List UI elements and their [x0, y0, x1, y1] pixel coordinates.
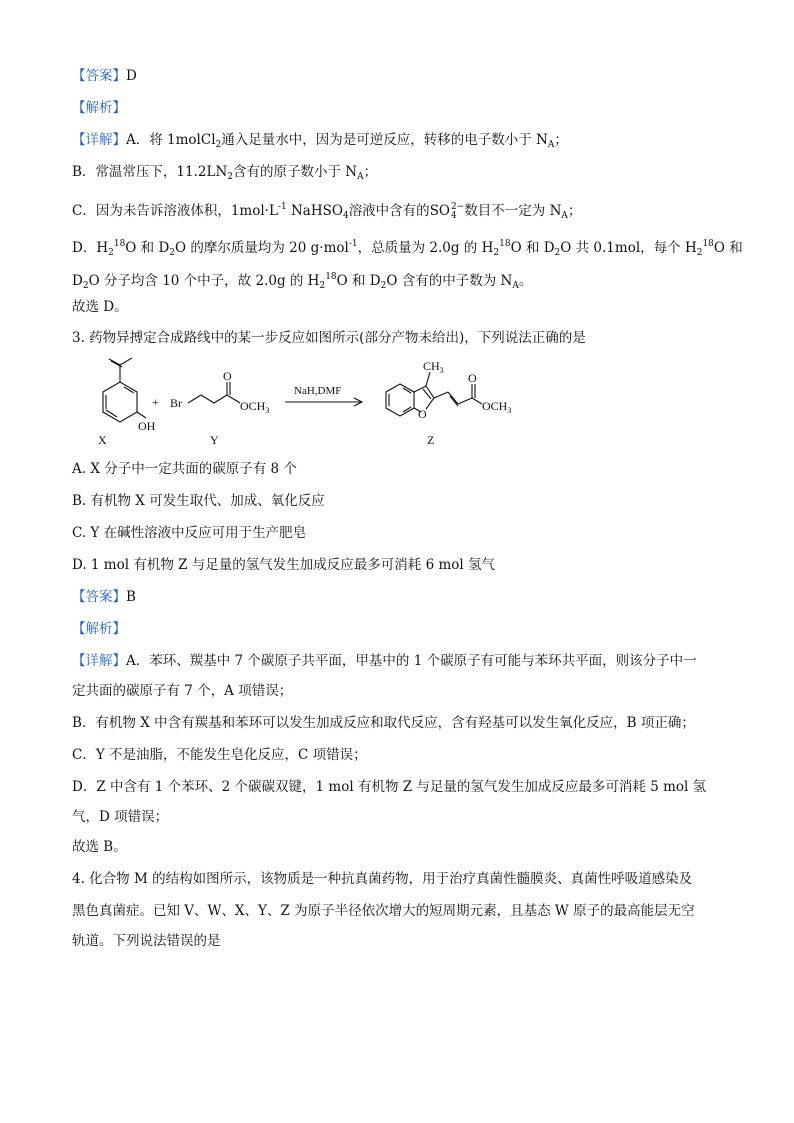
reagents-label: NaH,DMF	[294, 385, 342, 397]
y-o-label: O	[223, 369, 232, 383]
q3-analysis-tag	[72, 619, 126, 639]
q3-detail-a-line2: 定共面的碳原子有 7 个，A 项错误；	[72, 683, 293, 699]
z-och3-label: $OCH_3$	[482, 399, 512, 415]
q2-detail-d-line1: D．$H_2^{18}O$ 和 $D_2O$ 的摩尔质量均为 20 g·mol$^{-1}$，总质量为 2.0g 的 $H_2^{18}O$ 和 $D_2O$ 共 0.1mol，每个 $H_2^{18}O$ 和	[72, 239, 743, 258]
z-ch3-label: $CH_3$	[423, 359, 444, 375]
q3-detail-b: B．有机物 X 中含有羰基和苯环可以发生加成反应和取代反应，含有羟基可以发生氧化反应，B 项正确；	[72, 715, 695, 731]
q2-detail-d-line2: $D_2O$ 分子均含 10 个中子，故 2.0g 的 $H_2^{18}O$ 和 $D_2O$ 含有的中子数为 $N_A$。	[72, 272, 533, 291]
answer-tag: 【答案】	[72, 68, 126, 84]
q3-option-b: B. 有机物 X 可发生取代、加成、氧化反应	[72, 493, 325, 509]
z-carbonyl-o-label: O	[468, 371, 477, 385]
q3-detail-d-line2: 气，D 项错误；	[72, 809, 169, 825]
detail-tag: 【详解】	[72, 653, 126, 669]
analysis-tag: 【解析】	[72, 621, 126, 637]
x-benzene-ring	[103, 382, 137, 422]
q2-detail-c: C．因为未告诉溶液体积，$1mol\cdot L^{-1}$ NaHSO$_4$溶液中含有的SO 2− 4 数目不一定为 $N_A$；	[72, 201, 582, 221]
answer-value: D	[126, 68, 137, 84]
y-och3-label: $OCH_3$	[240, 399, 270, 415]
q3-detail-d-line1: D．Z 中含有 1 个苯环、2 个碳碳双键，1 mol 有机物 Z 与足量的氢气发生加成反应最多可消耗 5 mol 氢	[72, 779, 707, 795]
q3-detail-a-line1: 【详解】A．苯环、羰基中 7 个碳原子共平面，甲基中的 1 个碳原子有可能与苯环共平面，则该分子中一	[72, 653, 697, 669]
q4-stem-line1: 4. 化合物 M 的结构如图所示，该物质是一种抗真菌药物，用于治疗真菌性髓膜炎、真菌性呼吸道感染及	[72, 871, 693, 887]
q3-option-a: A. X 分子中一定共面的碳原子有 8 个	[72, 461, 297, 477]
z-compound-label: Z	[427, 433, 435, 447]
x-compound-label: X	[98, 433, 107, 447]
detail-tag: 【详解】	[72, 132, 126, 148]
sulfate-ion: SO 2− 4	[429, 201, 465, 221]
q3-answer-line	[72, 587, 136, 607]
q2-answer-line	[72, 66, 137, 86]
y-br-label: Br	[170, 396, 182, 410]
z-benzene-ring	[386, 384, 414, 416]
q4-stem-line3: 轨道。下列说法错误的是	[72, 933, 221, 949]
q2-detail-b: B．常温常压下，$11.2LN_2$含有的原子数小于 $N_A$；	[72, 164, 378, 182]
z-furan-o-label: O	[418, 407, 427, 421]
reaction-scheme	[80, 352, 540, 452]
q3-option-d: D. 1 mol 有机物 Z 与足量的氢气发生加成反应最多可消耗 6 mol 氢气	[72, 557, 496, 573]
q3-stem: 3. 药物异搏定合成路线中的某一步反应如图所示(部分产物未给出)，下列说法正确的是	[72, 330, 586, 346]
answer-tag: 【答案】	[72, 589, 126, 605]
q2-detail-a: 【详解】A．将 1molCl$_2$通入足量水中，因为是可逆反应，转移的电子数小于 $N_A$；	[72, 132, 568, 150]
q3-conclusion: 故选 B。	[72, 839, 127, 855]
q4-stem-line2: 黑色真菌症。已知 V、W、X、Y、Z 为原子半径依次增大的短周期元素，且基态 W 原子的最高能层无空	[72, 903, 695, 919]
x-oh-label: OH	[138, 419, 156, 433]
analysis-tag: 【解析】	[72, 100, 126, 116]
q2-conclusion: 故选 D。	[72, 299, 128, 315]
q2-analysis-tag	[72, 98, 126, 118]
y-compound-label: Y	[210, 433, 219, 447]
q3-detail-c: C．Y 不是油脂，不能发生皂化反应，C 项错误；	[72, 747, 367, 763]
q3-option-c: C. Y 在碱性溶液中反应可用于生产肥皂	[72, 525, 307, 541]
plus-sign: +	[152, 395, 159, 409]
answer-value: B	[126, 589, 136, 605]
